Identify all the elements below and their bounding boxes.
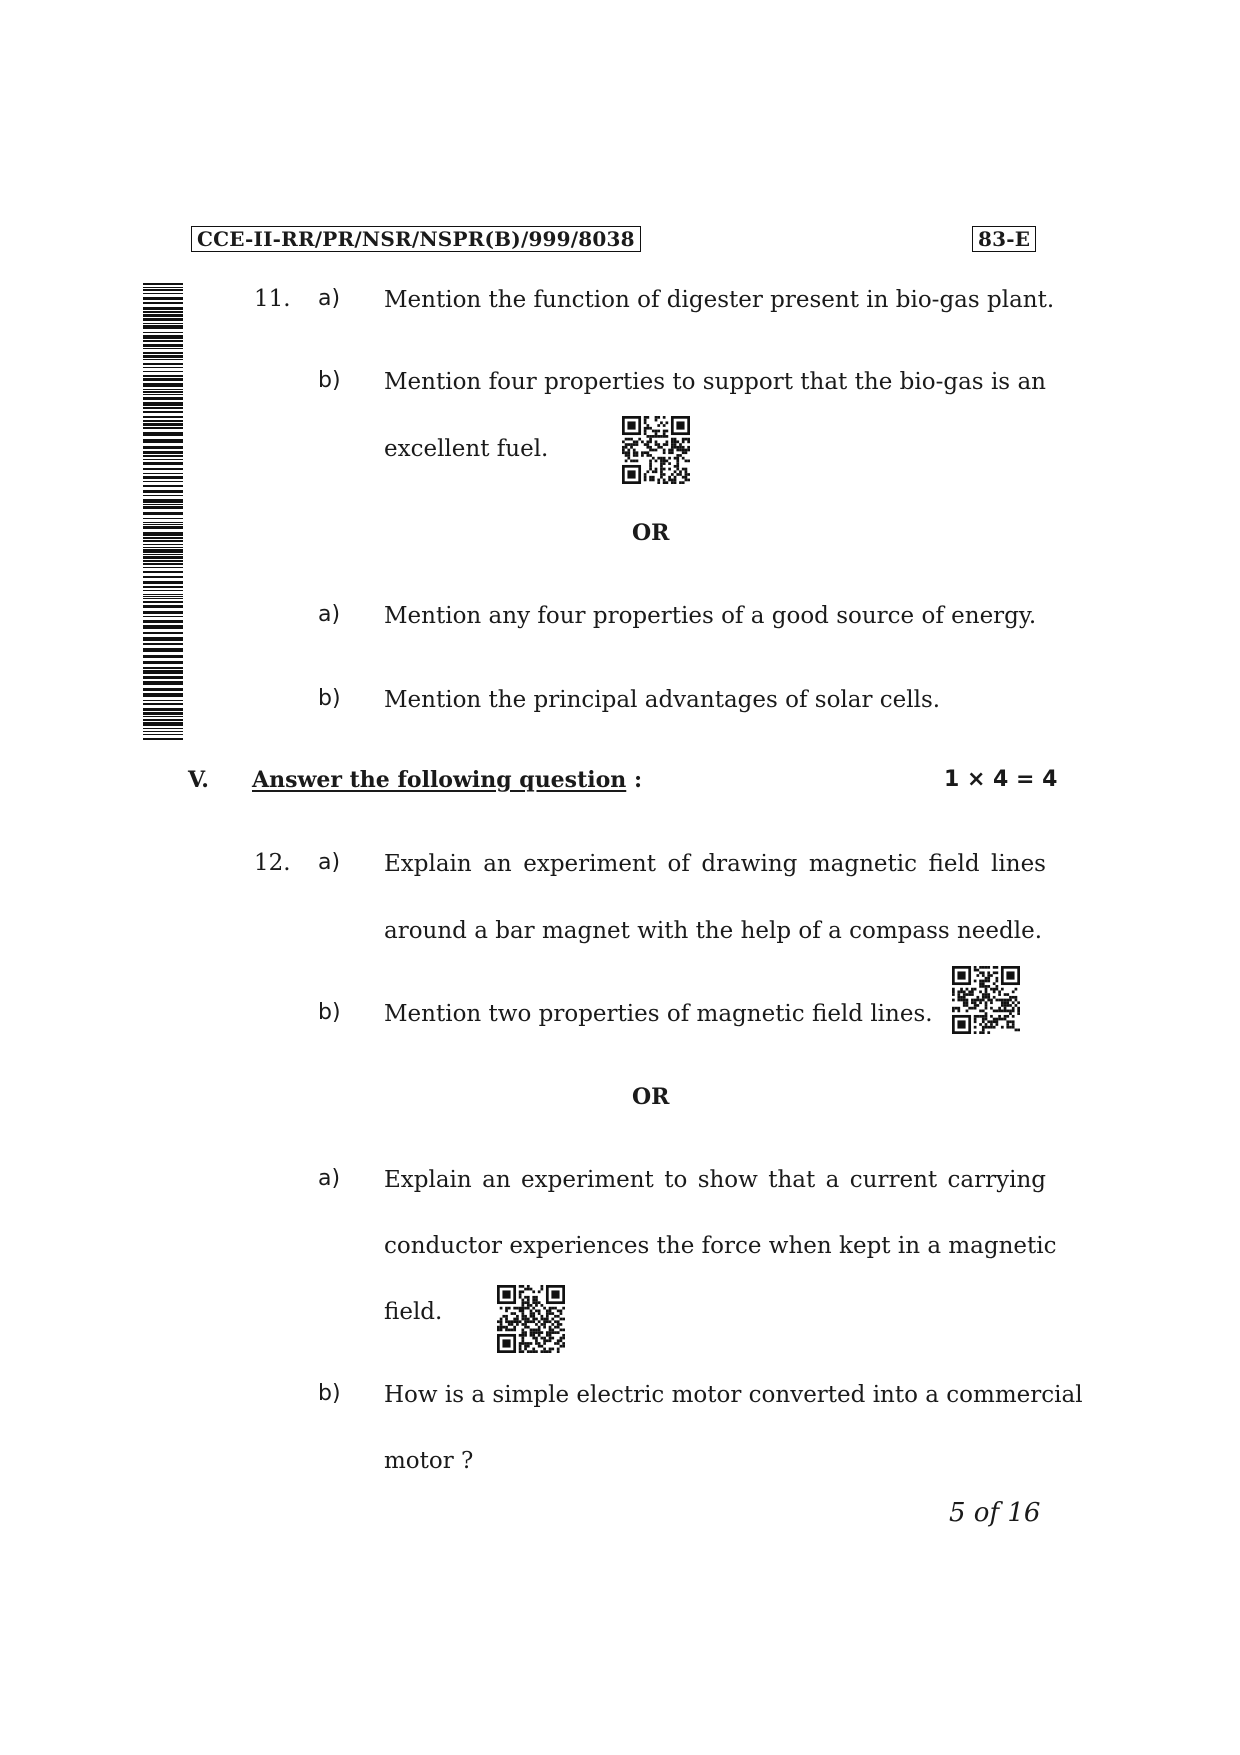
qr-code-icon [497, 1285, 565, 1353]
option-label: a) [318, 602, 341, 627]
subject-code: 83-E [972, 226, 1036, 252]
question-text: around a bar magnet with the help of a compass needle. [384, 918, 1043, 944]
section-marks: 1 × 4 = 4 [944, 767, 1058, 792]
question-text: Explain an experiment to show that a current carrying [384, 1167, 1046, 1193]
question-text: Mention any four properties of a good source of energy. [384, 603, 1037, 629]
question-number-12: 12. [254, 850, 291, 876]
paper-code: CCE-II-RR/PR/NSR/NSPR(B)/999/8038 [191, 226, 641, 252]
question-text: Mention four properties to support that the bio-gas is an [384, 369, 1046, 395]
option-label: a) [318, 1166, 341, 1191]
option-label: b) [318, 368, 341, 393]
section-title: Answer the following question [252, 767, 627, 793]
section-roman: V. [188, 767, 209, 793]
qr-code-icon [952, 966, 1020, 1034]
option-label: b) [318, 1000, 341, 1025]
barcode-icon [143, 283, 183, 746]
section-heading [252, 767, 642, 793]
question-text: Mention the function of digester present in bio-gas plant. [384, 287, 1055, 313]
option-label: b) [318, 686, 341, 711]
question-text: field. [384, 1299, 443, 1325]
question-text: motor ? [384, 1448, 474, 1474]
or-divider: OR [632, 520, 670, 546]
question-text: Explain an experiment of drawing magnetic field lines [384, 851, 1046, 877]
question-number-11: 11. [254, 286, 291, 312]
option-label: a) [318, 286, 341, 311]
option-label: b) [318, 1381, 341, 1406]
option-label: a) [318, 850, 341, 875]
or-divider: OR [632, 1084, 670, 1110]
section-colon: : [633, 767, 643, 793]
question-text: Mention two properties of magnetic field lines. [384, 1001, 933, 1027]
question-text: How is a simple electric motor converted into a commercial [384, 1382, 1083, 1408]
question-text: conductor experiences the force when kept in a magnetic [384, 1233, 1057, 1259]
question-text: excellent fuel. [384, 436, 549, 462]
qr-code-icon [622, 416, 690, 484]
page-number: 5 of 16 [949, 1498, 1041, 1528]
question-text: Mention the principal advantages of solar cells. [384, 687, 941, 713]
